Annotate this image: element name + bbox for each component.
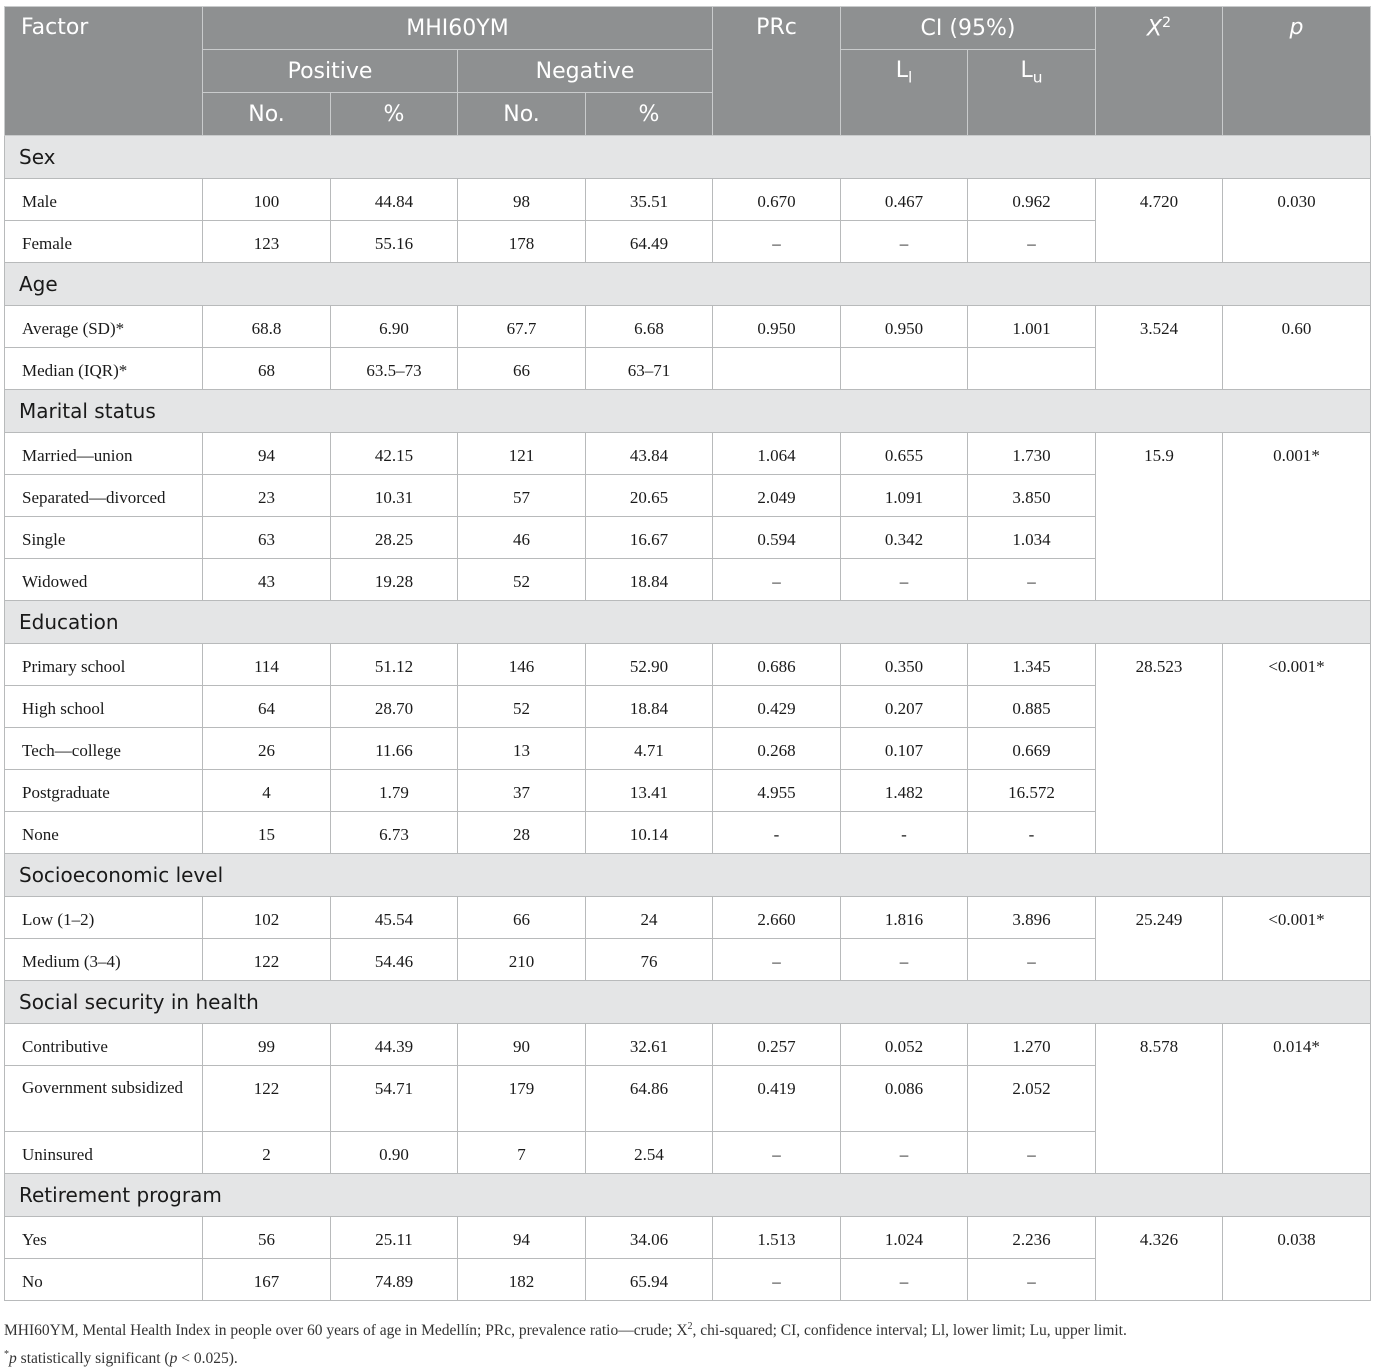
chi2-base: X xyxy=(1146,16,1162,42)
chi2-sup: 2 xyxy=(1162,15,1172,31)
cell-negative-pct: 18.84 xyxy=(586,559,713,601)
cell-factor: Yes xyxy=(5,1217,203,1259)
cell-negative-no: 90 xyxy=(458,1024,586,1066)
table-body xyxy=(5,136,1371,1301)
cell-negative-pct: 6.68 xyxy=(586,306,713,348)
cell-positive-no: 2 xyxy=(203,1132,331,1174)
cell-ci-lower: 0.086 xyxy=(841,1066,968,1132)
header-lower-limit xyxy=(841,50,968,136)
cell-positive-no: 123 xyxy=(203,221,331,263)
cell-positive-pct: 55.16 xyxy=(331,221,458,263)
cell-factor: Postgraduate xyxy=(5,770,203,812)
cell-prc: 0.950 xyxy=(713,306,841,348)
section-row xyxy=(5,1174,1371,1217)
cell-ci-upper: 0.885 xyxy=(968,686,1096,728)
cell-positive-no: 43 xyxy=(203,559,331,601)
p-label: p xyxy=(1289,15,1304,40)
footnote-sup: 2 xyxy=(687,1321,693,1332)
table-row xyxy=(5,897,1371,939)
cell-ci-lower: 0.052 xyxy=(841,1024,968,1066)
table-row xyxy=(5,1024,1371,1066)
cell-prc: – xyxy=(713,559,841,601)
cell-factor: Tech—college xyxy=(5,728,203,770)
cell-positive-pct: 11.66 xyxy=(331,728,458,770)
cell-positive-pct: 44.39 xyxy=(331,1024,458,1066)
cell-negative-pct: 2.54 xyxy=(586,1132,713,1174)
header-negative-pct: % xyxy=(586,93,713,136)
ll-sub: l xyxy=(907,68,913,87)
cell-negative-pct: 13.41 xyxy=(586,770,713,812)
footnote-text: , chi-squared; CI, confidence interval; Ll, lower limit; Lu, upper limit. xyxy=(692,1322,1127,1340)
cell-prc: - xyxy=(713,812,841,854)
cell-negative-no: 52 xyxy=(458,686,586,728)
cell-negative-pct: 64.49 xyxy=(586,221,713,263)
cell-negative-no: 121 xyxy=(458,433,586,475)
table-row xyxy=(5,179,1371,221)
cell-prc: 4.955 xyxy=(713,770,841,812)
cell-ci-upper: – xyxy=(968,221,1096,263)
cell-positive-no: 64 xyxy=(203,686,331,728)
cell-ci-lower: 1.482 xyxy=(841,770,968,812)
cell-p: 0.60 xyxy=(1223,306,1371,390)
cell-negative-pct: 4.71 xyxy=(586,728,713,770)
cell-ci-lower: – xyxy=(841,939,968,981)
cell-negative-no: 179 xyxy=(458,1066,586,1132)
cell-negative-pct: 32.61 xyxy=(586,1024,713,1066)
cell-negative-pct: 52.90 xyxy=(586,644,713,686)
cell-chi2: 3.524 xyxy=(1096,306,1223,390)
cell-positive-pct: 42.15 xyxy=(331,433,458,475)
cell-factor: Median (IQR)* xyxy=(5,348,203,390)
cell-ci-lower: 0.107 xyxy=(841,728,968,770)
cell-p: 0.030 xyxy=(1223,179,1371,263)
lu-base: L xyxy=(1020,58,1033,83)
cell-prc: 0.686 xyxy=(713,644,841,686)
cell-positive-no: 4 xyxy=(203,770,331,812)
cell-prc: 2.049 xyxy=(713,475,841,517)
table-footnotes xyxy=(4,1315,1370,1371)
cell-positive-pct: 0.90 xyxy=(331,1132,458,1174)
footnote-significance xyxy=(4,1343,1370,1371)
cell-negative-pct: 20.65 xyxy=(586,475,713,517)
cell-chi2: 4.720 xyxy=(1096,179,1223,263)
ll-base: L xyxy=(895,58,908,83)
cell-p: 0.038 xyxy=(1223,1217,1371,1301)
section-title: Marital status xyxy=(5,390,1371,433)
cell-ci-upper: – xyxy=(968,939,1096,981)
lu-sub: u xyxy=(1032,68,1043,87)
cell-negative-no: 57 xyxy=(458,475,586,517)
cell-positive-pct: 6.73 xyxy=(331,812,458,854)
section-row xyxy=(5,390,1371,433)
cell-ci-upper: – xyxy=(968,559,1096,601)
footnote-text: statistically significant ( xyxy=(16,1350,170,1368)
cell-p: <0.001* xyxy=(1223,897,1371,981)
cell-positive-pct: 19.28 xyxy=(331,559,458,601)
header-positive-no: No. xyxy=(203,93,331,136)
cell-prc xyxy=(713,348,841,390)
cell-ci-lower: 1.091 xyxy=(841,475,968,517)
cell-prc: 0.670 xyxy=(713,179,841,221)
header-chi2 xyxy=(1096,7,1223,136)
section-title: Socioeconomic level xyxy=(5,854,1371,897)
section-row xyxy=(5,263,1371,306)
table-header xyxy=(5,7,1371,136)
header-positive: Positive xyxy=(203,50,458,93)
cell-factor: No xyxy=(5,1259,203,1301)
cell-negative-pct: 76 xyxy=(586,939,713,981)
cell-factor: Contributive xyxy=(5,1024,203,1066)
cell-ci-lower xyxy=(841,348,968,390)
cell-p: 0.014* xyxy=(1223,1024,1371,1174)
cell-negative-no: 46 xyxy=(458,517,586,559)
cell-positive-no: 63 xyxy=(203,517,331,559)
cell-prc: 0.257 xyxy=(713,1024,841,1066)
header-upper-limit xyxy=(968,50,1096,136)
cell-negative-pct: 65.94 xyxy=(586,1259,713,1301)
cell-ci-upper: – xyxy=(968,1132,1096,1174)
cell-negative-no: 94 xyxy=(458,1217,586,1259)
header-mhi: MHI60YM xyxy=(203,7,713,50)
cell-negative-no: 66 xyxy=(458,348,586,390)
cell-negative-no: 7 xyxy=(458,1132,586,1174)
cell-ci-upper: 2.052 xyxy=(968,1066,1096,1132)
cell-positive-no: 94 xyxy=(203,433,331,475)
cell-ci-upper: 3.896 xyxy=(968,897,1096,939)
cell-ci-lower: 0.207 xyxy=(841,686,968,728)
cell-factor: Male xyxy=(5,179,203,221)
cell-positive-pct: 10.31 xyxy=(331,475,458,517)
cell-positive-no: 122 xyxy=(203,1066,331,1132)
cell-factor: Low (1–2) xyxy=(5,897,203,939)
cell-positive-pct: 44.84 xyxy=(331,179,458,221)
cell-positive-no: 56 xyxy=(203,1217,331,1259)
cell-prc: – xyxy=(713,1259,841,1301)
cell-factor: Female xyxy=(5,221,203,263)
section-row xyxy=(5,854,1371,897)
cell-negative-no: 98 xyxy=(458,179,586,221)
cell-p: <0.001* xyxy=(1223,644,1371,854)
cell-chi2: 15.9 xyxy=(1096,433,1223,601)
cell-negative-pct: 43.84 xyxy=(586,433,713,475)
section-title: Age xyxy=(5,263,1371,306)
section-row xyxy=(5,601,1371,644)
section-row xyxy=(5,136,1371,179)
cell-ci-upper: 1.270 xyxy=(968,1024,1096,1066)
cell-factor: Separated—divorced xyxy=(5,475,203,517)
cell-factor: Government subsidized xyxy=(5,1066,203,1132)
cell-ci-upper: 1.730 xyxy=(968,433,1096,475)
cell-ci-lower: – xyxy=(841,1132,968,1174)
cell-prc: 1.513 xyxy=(713,1217,841,1259)
cell-ci-lower: – xyxy=(841,1259,968,1301)
cell-negative-pct: 34.06 xyxy=(586,1217,713,1259)
cell-positive-pct: 63.5–73 xyxy=(331,348,458,390)
footnote-star: * xyxy=(4,1349,10,1361)
cell-negative-no: 210 xyxy=(458,939,586,981)
cell-ci-upper: 1.001 xyxy=(968,306,1096,348)
section-title: Education xyxy=(5,601,1371,644)
table-row xyxy=(5,306,1371,348)
cell-ci-upper: 3.850 xyxy=(968,475,1096,517)
cell-positive-no: 100 xyxy=(203,179,331,221)
cell-positive-pct: 1.79 xyxy=(331,770,458,812)
cell-factor: Married—union xyxy=(5,433,203,475)
cell-negative-no: 37 xyxy=(458,770,586,812)
cell-positive-pct: 54.71 xyxy=(331,1066,458,1132)
cell-ci-lower: 1.024 xyxy=(841,1217,968,1259)
header-positive-pct: % xyxy=(331,93,458,136)
cell-positive-no: 122 xyxy=(203,939,331,981)
table-row xyxy=(5,644,1371,686)
header-factor: Factor xyxy=(5,7,203,136)
cell-positive-pct: 28.70 xyxy=(331,686,458,728)
cell-ci-lower: 0.342 xyxy=(841,517,968,559)
section-title: Sex xyxy=(5,136,1371,179)
footnote-text: MHI60YM, Mental Health Index in people over 60 years of age in Medellín; PRc, prevalence ratio—crude; X xyxy=(4,1322,688,1340)
cell-prc: 0.268 xyxy=(713,728,841,770)
cell-prc: – xyxy=(713,1132,841,1174)
cell-ci-lower: - xyxy=(841,812,968,854)
cell-ci-upper: – xyxy=(968,1259,1096,1301)
cell-factor: High school xyxy=(5,686,203,728)
cell-negative-no: 182 xyxy=(458,1259,586,1301)
footnote-p: p xyxy=(9,1350,17,1368)
footnote-p: p xyxy=(169,1350,178,1368)
cell-chi2: 25.249 xyxy=(1096,897,1223,981)
cell-negative-pct: 64.86 xyxy=(586,1066,713,1132)
cell-factor: Uninsured xyxy=(5,1132,203,1174)
header-negative: Negative xyxy=(458,50,713,93)
section-title: Social security in health xyxy=(5,981,1371,1024)
cell-factor: Widowed xyxy=(5,559,203,601)
cell-negative-pct: 24 xyxy=(586,897,713,939)
footnote-text: < 0.025). xyxy=(177,1350,238,1368)
cell-positive-no: 68 xyxy=(203,348,331,390)
cell-ci-lower: – xyxy=(841,221,968,263)
cell-ci-lower: 1.816 xyxy=(841,897,968,939)
cell-factor: None xyxy=(5,812,203,854)
header-prc: PRc xyxy=(713,7,841,136)
cell-negative-no: 13 xyxy=(458,728,586,770)
table-row xyxy=(5,433,1371,475)
cell-prc: 2.660 xyxy=(713,897,841,939)
results-table xyxy=(4,6,1371,1301)
section-title: Retirement program xyxy=(5,1174,1371,1217)
cell-ci-upper: 2.236 xyxy=(968,1217,1096,1259)
cell-positive-pct: 25.11 xyxy=(331,1217,458,1259)
cell-negative-no: 67.7 xyxy=(458,306,586,348)
cell-ci-lower: – xyxy=(841,559,968,601)
cell-chi2: 8.578 xyxy=(1096,1024,1223,1174)
header-ci: CI (95%) xyxy=(841,7,1096,50)
cell-positive-pct: 28.25 xyxy=(331,517,458,559)
footnote-abbreviations xyxy=(4,1315,1370,1343)
cell-ci-upper: 1.034 xyxy=(968,517,1096,559)
cell-positive-no: 68.8 xyxy=(203,306,331,348)
header-negative-no: No. xyxy=(458,93,586,136)
cell-negative-pct: 35.51 xyxy=(586,179,713,221)
table-row xyxy=(5,1217,1371,1259)
cell-prc: 1.064 xyxy=(713,433,841,475)
cell-ci-upper: 1.345 xyxy=(968,644,1096,686)
cell-prc: – xyxy=(713,939,841,981)
cell-positive-no: 15 xyxy=(203,812,331,854)
cell-factor: Medium (3–4) xyxy=(5,939,203,981)
cell-prc: 0.429 xyxy=(713,686,841,728)
cell-negative-no: 178 xyxy=(458,221,586,263)
cell-positive-no: 99 xyxy=(203,1024,331,1066)
cell-factor: Average (SD)* xyxy=(5,306,203,348)
cell-ci-upper: 16.572 xyxy=(968,770,1096,812)
cell-p: 0.001* xyxy=(1223,433,1371,601)
header-p xyxy=(1223,7,1371,136)
cell-chi2: 28.523 xyxy=(1096,644,1223,854)
cell-ci-upper: - xyxy=(968,812,1096,854)
cell-positive-no: 114 xyxy=(203,644,331,686)
cell-ci-lower: 0.655 xyxy=(841,433,968,475)
cell-prc: 0.419 xyxy=(713,1066,841,1132)
cell-negative-pct: 16.67 xyxy=(586,517,713,559)
cell-negative-no: 146 xyxy=(458,644,586,686)
cell-negative-no: 66 xyxy=(458,897,586,939)
cell-positive-no: 26 xyxy=(203,728,331,770)
cell-ci-lower: 0.467 xyxy=(841,179,968,221)
cell-positive-no: 102 xyxy=(203,897,331,939)
cell-negative-pct: 10.14 xyxy=(586,812,713,854)
cell-ci-lower: 0.350 xyxy=(841,644,968,686)
cell-positive-pct: 6.90 xyxy=(331,306,458,348)
cell-negative-pct: 63–71 xyxy=(586,348,713,390)
cell-negative-pct: 18.84 xyxy=(586,686,713,728)
cell-positive-pct: 54.46 xyxy=(331,939,458,981)
cell-factor: Primary school xyxy=(5,644,203,686)
cell-positive-no: 23 xyxy=(203,475,331,517)
cell-ci-upper xyxy=(968,348,1096,390)
section-row xyxy=(5,981,1371,1024)
cell-ci-upper: 0.962 xyxy=(968,179,1096,221)
cell-negative-no: 28 xyxy=(458,812,586,854)
cell-negative-no: 52 xyxy=(458,559,586,601)
cell-chi2: 4.326 xyxy=(1096,1217,1223,1301)
cell-ci-upper: 0.669 xyxy=(968,728,1096,770)
cell-positive-pct: 51.12 xyxy=(331,644,458,686)
cell-prc: – xyxy=(713,221,841,263)
cell-positive-pct: 74.89 xyxy=(331,1259,458,1301)
cell-positive-pct: 45.54 xyxy=(331,897,458,939)
cell-factor: Single xyxy=(5,517,203,559)
cell-positive-no: 167 xyxy=(203,1259,331,1301)
cell-ci-lower: 0.950 xyxy=(841,306,968,348)
cell-prc: 0.594 xyxy=(713,517,841,559)
